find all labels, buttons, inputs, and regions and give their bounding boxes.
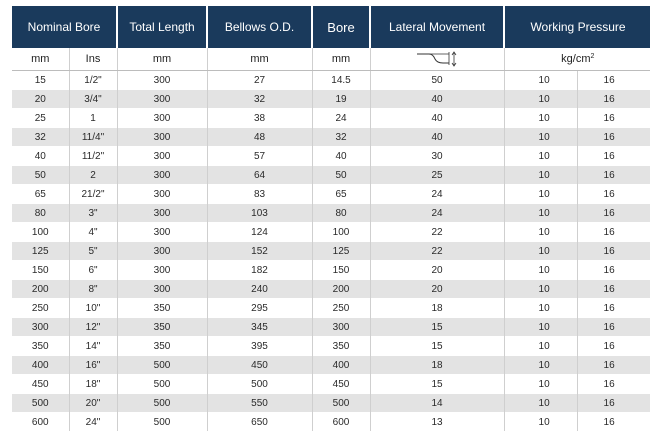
cell-nominal-mm: 150 [12, 261, 69, 280]
cell-nominal-ins: 12" [69, 318, 117, 337]
unit-bore: mm [312, 48, 370, 71]
cell-nominal-ins: 24" [69, 413, 117, 432]
cell-pressure-low: 10 [504, 356, 577, 375]
cell-bore: 400 [312, 356, 370, 375]
cell-pressure-low: 10 [504, 299, 577, 318]
cell-total-length: 300 [117, 128, 207, 147]
header-nominal-bore: Nominal Bore [12, 6, 117, 48]
cell-total-length: 500 [117, 356, 207, 375]
cell-bellows-od: 83 [207, 185, 312, 204]
table-row [12, 261, 650, 280]
cell-pressure-high: 16 [577, 128, 650, 147]
cell-nominal-ins: 20" [69, 394, 117, 413]
cell-bellows-od: 345 [207, 318, 312, 337]
cell-pressure-low: 10 [504, 128, 577, 147]
cell-bore: 65 [312, 185, 370, 204]
cell-lateral-movement: 18 [370, 356, 504, 375]
table-row [12, 299, 650, 318]
cell-pressure-low: 10 [504, 280, 577, 299]
cell-bore: 250 [312, 299, 370, 318]
cell-total-length: 500 [117, 394, 207, 413]
cell-nominal-mm: 65 [12, 185, 69, 204]
cell-lateral-movement: 20 [370, 280, 504, 299]
unit-bellows-od: mm [207, 48, 312, 71]
cell-pressure-high: 16 [577, 223, 650, 242]
cell-lateral-movement: 24 [370, 185, 504, 204]
cell-total-length: 300 [117, 280, 207, 299]
cell-lateral-movement: 24 [370, 204, 504, 223]
bellows-spec-table [12, 6, 650, 431]
cell-pressure-low: 10 [504, 223, 577, 242]
cell-lateral-movement: 25 [370, 166, 504, 185]
cell-bore: 40 [312, 147, 370, 166]
cell-pressure-high: 16 [577, 204, 650, 223]
table-row [12, 280, 650, 299]
cell-pressure-low: 10 [504, 185, 577, 204]
cell-bore: 500 [312, 394, 370, 413]
cell-lateral-movement: 20 [370, 261, 504, 280]
table-row [12, 128, 650, 147]
cell-bore: 100 [312, 223, 370, 242]
cell-nominal-mm: 450 [12, 375, 69, 394]
cell-nominal-ins: 3/4" [69, 90, 117, 109]
cell-lateral-movement: 15 [370, 318, 504, 337]
cell-lateral-movement: 50 [370, 71, 504, 90]
cell-bellows-od: 64 [207, 166, 312, 185]
cell-pressure-low: 10 [504, 318, 577, 337]
cell-nominal-ins: 18" [69, 375, 117, 394]
cell-total-length: 350 [117, 318, 207, 337]
table-row [12, 394, 650, 413]
cell-bellows-od: 27 [207, 71, 312, 90]
cell-bore: 600 [312, 413, 370, 432]
header-bellows-od: Bellows O.D. [207, 6, 312, 48]
header-row [12, 6, 650, 48]
cell-bore: 24 [312, 109, 370, 128]
cell-nominal-mm: 25 [12, 109, 69, 128]
unit-total-length: mm [117, 48, 207, 71]
cell-pressure-high: 16 [577, 280, 650, 299]
unit-lateral-movement [370, 48, 504, 71]
cell-pressure-high: 16 [577, 356, 650, 375]
cell-nominal-ins: 6" [69, 261, 117, 280]
cell-bore: 150 [312, 261, 370, 280]
cell-total-length: 300 [117, 261, 207, 280]
table-row [12, 109, 650, 128]
cell-bore: 32 [312, 128, 370, 147]
cell-total-length: 300 [117, 71, 207, 90]
unit-nominal-ins: Ins [69, 48, 117, 71]
cell-total-length: 300 [117, 223, 207, 242]
cell-bore: 14.5 [312, 71, 370, 90]
units-row [12, 48, 650, 71]
cell-pressure-low: 10 [504, 242, 577, 261]
cell-pressure-high: 16 [577, 318, 650, 337]
cell-bellows-od: 48 [207, 128, 312, 147]
cell-bellows-od: 182 [207, 261, 312, 280]
table-body [12, 71, 650, 432]
cell-nominal-mm: 125 [12, 242, 69, 261]
cell-pressure-low: 10 [504, 166, 577, 185]
cell-pressure-high: 16 [577, 261, 650, 280]
cell-pressure-high: 16 [577, 337, 650, 356]
table-row [12, 166, 650, 185]
cell-total-length: 300 [117, 109, 207, 128]
cell-pressure-high: 16 [577, 185, 650, 204]
cell-pressure-high: 16 [577, 166, 650, 185]
cell-total-length: 300 [117, 166, 207, 185]
cell-bellows-od: 500 [207, 375, 312, 394]
table-row [12, 204, 650, 223]
cell-nominal-ins: 3" [69, 204, 117, 223]
cell-nominal-ins: 21/2" [69, 185, 117, 204]
cell-pressure-high: 16 [577, 413, 650, 432]
table-row [12, 375, 650, 394]
cell-bore: 350 [312, 337, 370, 356]
table-row [12, 337, 650, 356]
unit-working-pressure: $kg/cm^2$ [504, 48, 650, 71]
cell-bellows-od: 152 [207, 242, 312, 261]
cell-lateral-movement: 22 [370, 242, 504, 261]
unit-nominal-mm: mm [12, 48, 69, 71]
cell-pressure-low: 10 [504, 413, 577, 432]
cell-bellows-od: 295 [207, 299, 312, 318]
cell-total-length: 300 [117, 242, 207, 261]
cell-nominal-ins: 11/4" [69, 128, 117, 147]
cell-bellows-od: 124 [207, 223, 312, 242]
cell-lateral-movement: 15 [370, 375, 504, 394]
cell-lateral-movement: 40 [370, 128, 504, 147]
cell-nominal-ins: 5" [69, 242, 117, 261]
cell-nominal-mm: 40 [12, 147, 69, 166]
cell-total-length: 500 [117, 375, 207, 394]
cell-nominal-ins: 14" [69, 337, 117, 356]
cell-nominal-mm: 400 [12, 356, 69, 375]
table-row [12, 147, 650, 166]
cell-nominal-mm: 500 [12, 394, 69, 413]
cell-pressure-low: 10 [504, 90, 577, 109]
cell-nominal-ins: 16" [69, 356, 117, 375]
header-total-length: Total Length [117, 6, 207, 48]
cell-lateral-movement: 15 [370, 337, 504, 356]
cell-bore: 125 [312, 242, 370, 261]
cell-nominal-mm: 600 [12, 413, 69, 432]
cell-pressure-low: 10 [504, 204, 577, 223]
cell-nominal-mm: 200 [12, 280, 69, 299]
cell-pressure-low: 10 [504, 394, 577, 413]
cell-total-length: 300 [117, 185, 207, 204]
table-row [12, 242, 650, 261]
cell-total-length: 300 [117, 204, 207, 223]
cell-pressure-high: 16 [577, 394, 650, 413]
cell-nominal-mm: 100 [12, 223, 69, 242]
cell-pressure-high: 16 [577, 375, 650, 394]
cell-nominal-ins: 2 [69, 166, 117, 185]
cell-bellows-od: 550 [207, 394, 312, 413]
cell-total-length: 500 [117, 413, 207, 432]
cell-pressure-low: 10 [504, 337, 577, 356]
cell-lateral-movement: 40 [370, 90, 504, 109]
cell-pressure-high: 16 [577, 109, 650, 128]
cell-bellows-od: 57 [207, 147, 312, 166]
cell-nominal-mm: 20 [12, 90, 69, 109]
cell-nominal-ins: 8" [69, 280, 117, 299]
cell-nominal-mm: 50 [12, 166, 69, 185]
cell-bore: 50 [312, 166, 370, 185]
header-lateral-movement: Lateral Movement [370, 6, 504, 48]
table-row [12, 185, 650, 204]
cell-nominal-mm: 15 [12, 71, 69, 90]
cell-pressure-low: 10 [504, 375, 577, 394]
cell-nominal-mm: 80 [12, 204, 69, 223]
cell-nominal-ins: 1 [69, 109, 117, 128]
cell-total-length: 350 [117, 337, 207, 356]
table-row [12, 223, 650, 242]
cell-nominal-ins: 10" [69, 299, 117, 318]
table-row [12, 90, 650, 109]
cell-bore: 450 [312, 375, 370, 394]
cell-nominal-ins: 11/2" [69, 147, 117, 166]
cell-bore: 19 [312, 90, 370, 109]
cell-bellows-od: 240 [207, 280, 312, 299]
cell-nominal-ins: 1/2" [69, 71, 117, 90]
cell-lateral-movement: 22 [370, 223, 504, 242]
cell-pressure-high: 16 [577, 242, 650, 261]
table-row [12, 71, 650, 90]
cell-pressure-high: 16 [577, 71, 650, 90]
cell-bellows-od: 38 [207, 109, 312, 128]
cell-nominal-mm: 300 [12, 318, 69, 337]
cell-lateral-movement: 18 [370, 299, 504, 318]
cell-pressure-low: 10 [504, 71, 577, 90]
cell-pressure-high: 16 [577, 90, 650, 109]
cell-total-length: 300 [117, 90, 207, 109]
cell-lateral-movement: 30 [370, 147, 504, 166]
cell-pressure-low: 10 [504, 147, 577, 166]
cell-bellows-od: 32 [207, 90, 312, 109]
cell-nominal-mm: 250 [12, 299, 69, 318]
table-row [12, 413, 650, 432]
cell-pressure-high: 16 [577, 147, 650, 166]
header-bore: Bore [312, 6, 370, 48]
cell-bellows-od: 650 [207, 413, 312, 432]
cell-nominal-ins: 4" [69, 223, 117, 242]
cell-bore: 300 [312, 318, 370, 337]
cell-lateral-movement: 13 [370, 413, 504, 432]
cell-lateral-movement: 40 [370, 109, 504, 128]
cell-pressure-high: 16 [577, 299, 650, 318]
cell-bellows-od: 395 [207, 337, 312, 356]
cell-pressure-low: 10 [504, 261, 577, 280]
cell-total-length: 300 [117, 147, 207, 166]
cell-bore: 80 [312, 204, 370, 223]
cell-nominal-mm: 350 [12, 337, 69, 356]
cell-lateral-movement: 14 [370, 394, 504, 413]
table-row [12, 318, 650, 337]
cell-nominal-mm: 32 [12, 128, 69, 147]
cell-bellows-od: 103 [207, 204, 312, 223]
cell-bellows-od: 450 [207, 356, 312, 375]
cell-pressure-low: 10 [504, 109, 577, 128]
cell-bore: 200 [312, 280, 370, 299]
table-row [12, 356, 650, 375]
lateral-deflection-icon [415, 50, 459, 68]
header-working-pressure: Working Pressure [504, 6, 650, 48]
cell-total-length: 350 [117, 299, 207, 318]
